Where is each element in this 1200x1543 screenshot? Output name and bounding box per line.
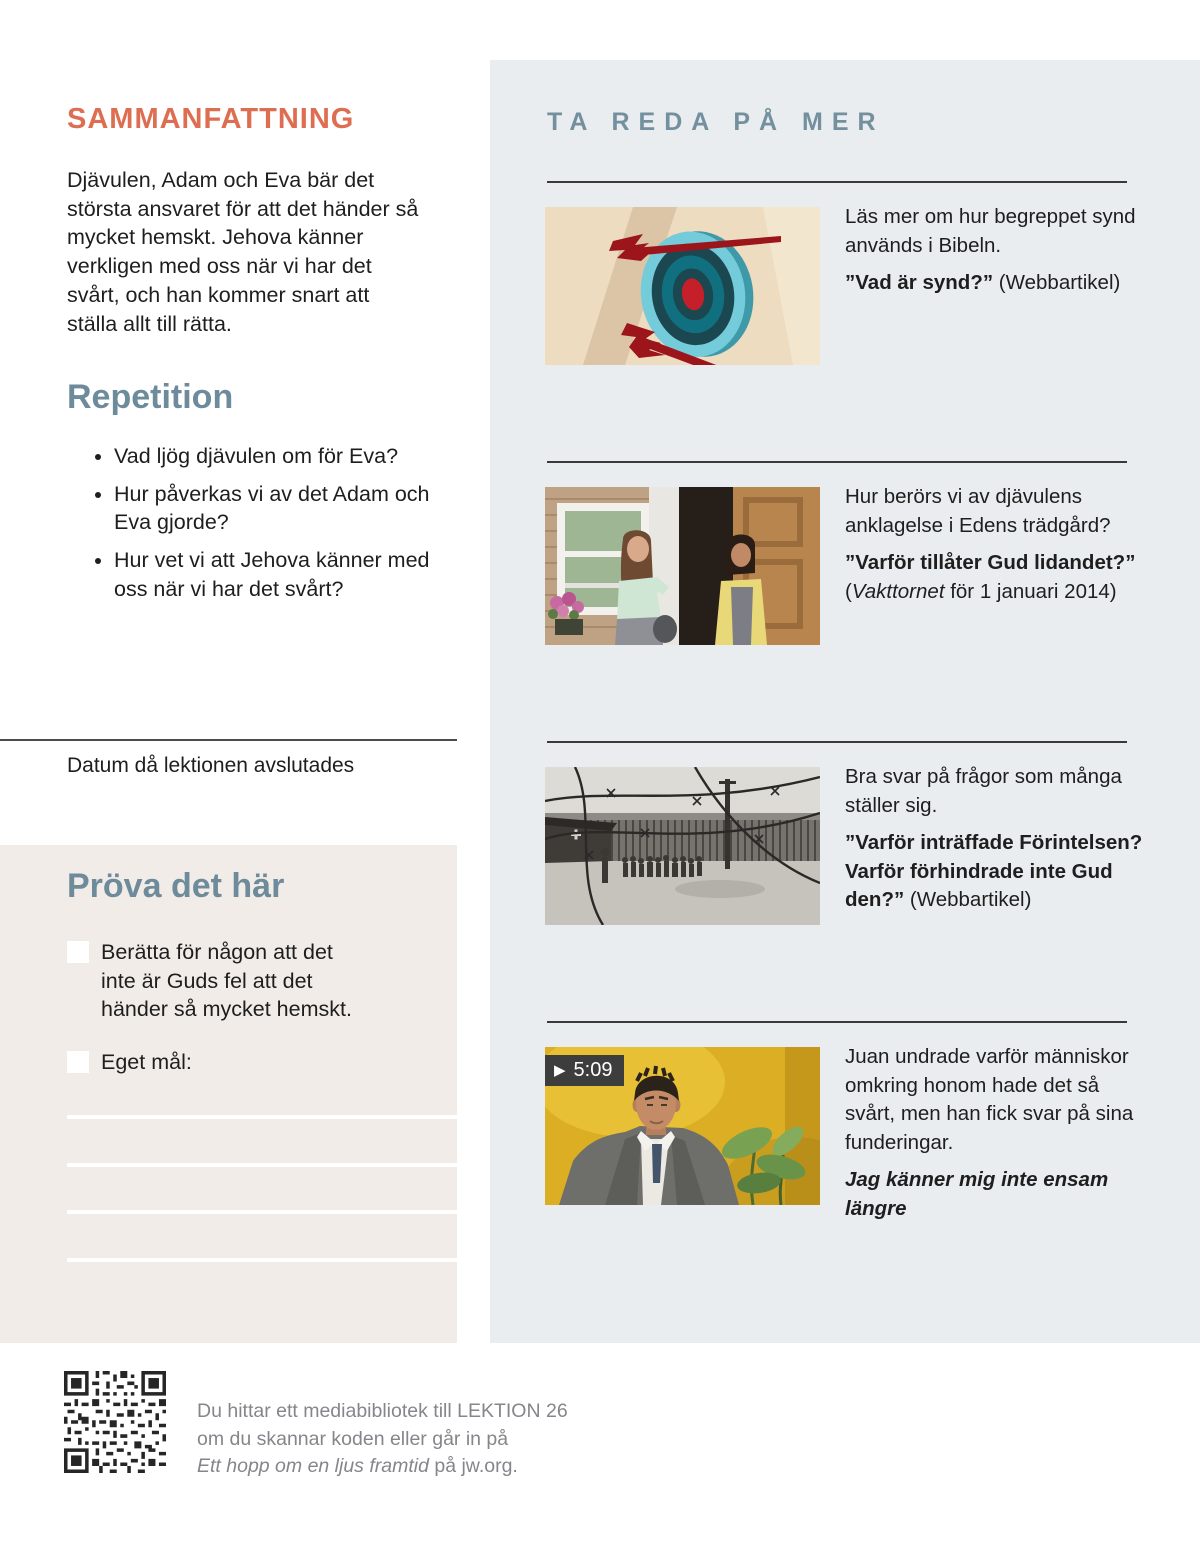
review-question: • Vad ljög djävulen om för Eva? — [114, 442, 444, 471]
review-question-list — [90, 442, 444, 613]
try-item-row — [67, 1048, 373, 1077]
section-divider — [547, 181, 1127, 183]
review-question: • Hur påverkas vi av det Adam och Eva gjorde? — [114, 480, 444, 537]
writing-line — [67, 1163, 457, 1167]
review-question: • Hur vet vi att Jehova känner med oss när vi har det svårt? — [114, 546, 444, 603]
writing-line — [67, 1258, 457, 1262]
find-item — [845, 763, 1145, 915]
find-item — [845, 1043, 1145, 1223]
review-heading: Repetition — [67, 378, 234, 416]
footer-line: om du skannar koden eller går in på — [197, 1427, 509, 1450]
find-item — [845, 203, 1145, 298]
find-item-suffix: (Webbartikel) — [904, 888, 1032, 911]
find-out-more-heading: TA REDA PÅ MER — [547, 108, 885, 136]
writing-line — [67, 1115, 457, 1119]
section-divider — [547, 741, 1127, 743]
try-item-label: Berätta för någon att det inte är Guds fel att det händer så mycket hemskt. — [101, 940, 352, 1022]
play-icon: ▶ — [554, 1062, 566, 1079]
footer-line: Ett hopp om en ljus framtid på jw.org. — [197, 1455, 518, 1478]
find-item-title[interactable]: ”Vad är synd?” (Webbartikel) — [845, 271, 1121, 294]
try-this-heading: Pröva det här — [67, 867, 285, 905]
checkbox[interactable] — [67, 941, 89, 963]
checkbox[interactable] — [67, 1051, 89, 1073]
date-divider — [0, 739, 457, 741]
find-item-title[interactable]: ”Varför tillåter Gud lidandet?” (Vakttornet för 1 januari 2014) — [845, 551, 1136, 603]
video-duration: 5:09 — [573, 1059, 613, 1081]
section-divider — [547, 1021, 1127, 1023]
footer-line: Du hittar ett mediabibliotek till LEKTION 26 — [197, 1400, 568, 1422]
date-completed-label: Datum då lektionen avslutades — [67, 754, 355, 777]
video-title[interactable]: Jag känner mig inte ensam längre — [845, 1168, 1109, 1220]
find-item-body: Läs mer om hur begreppet synd används i Bibeln. — [845, 205, 1136, 257]
article-thumbnail-camp-photo[interactable] — [545, 767, 820, 925]
try-item-label: Eget mål: — [101, 1050, 192, 1074]
video-duration-badge — [545, 1055, 624, 1086]
qr-code — [64, 1371, 166, 1473]
find-item-body: Hur berörs vi av djävulens anklagelse i Edens trädgård? — [845, 485, 1111, 537]
section-divider — [547, 461, 1127, 463]
concentration-camp-photo — [545, 767, 820, 925]
article-thumbnail-doorway-conversation[interactable] — [545, 487, 820, 645]
find-item-body: Bra svar på frågor som många ställer sig. — [845, 765, 1122, 817]
footer-note — [197, 1398, 657, 1481]
two-women-doorway-photo — [545, 487, 820, 645]
find-item-title[interactable]: ”Varför inträffade Förintelsen? Varför förhindrade inte Gud den?” (Webbartikel) — [845, 831, 1143, 911]
find-item-suffix: (Webbartikel) — [993, 271, 1121, 294]
try-this-panel — [0, 845, 457, 1343]
writing-line — [67, 1210, 457, 1214]
video-thumbnail-juan[interactable] — [545, 1047, 820, 1205]
summary-heading: SAMMANFATTNING — [67, 103, 355, 135]
find-item-body: Juan undrade varför människor omkring honom hade det så svårt, men han fick svar på sina funderingar. — [845, 1045, 1134, 1154]
find-item — [845, 483, 1145, 606]
article-thumbnail-target-arrows[interactable] — [545, 207, 820, 365]
try-item-row — [67, 938, 373, 1024]
target-with-arrows-illustration — [545, 207, 820, 365]
summary-paragraph: Djävulen, Adam och Eva bär det största ansvaret för att det händer så mycket hemskt. Jehova känner verkligen med oss när vi har det svårt, och han kommer snart att ställa allt till rätta. — [67, 168, 419, 336]
find-item-citation: (Vakttornet för 1 januari 2014) — [845, 579, 1117, 603]
